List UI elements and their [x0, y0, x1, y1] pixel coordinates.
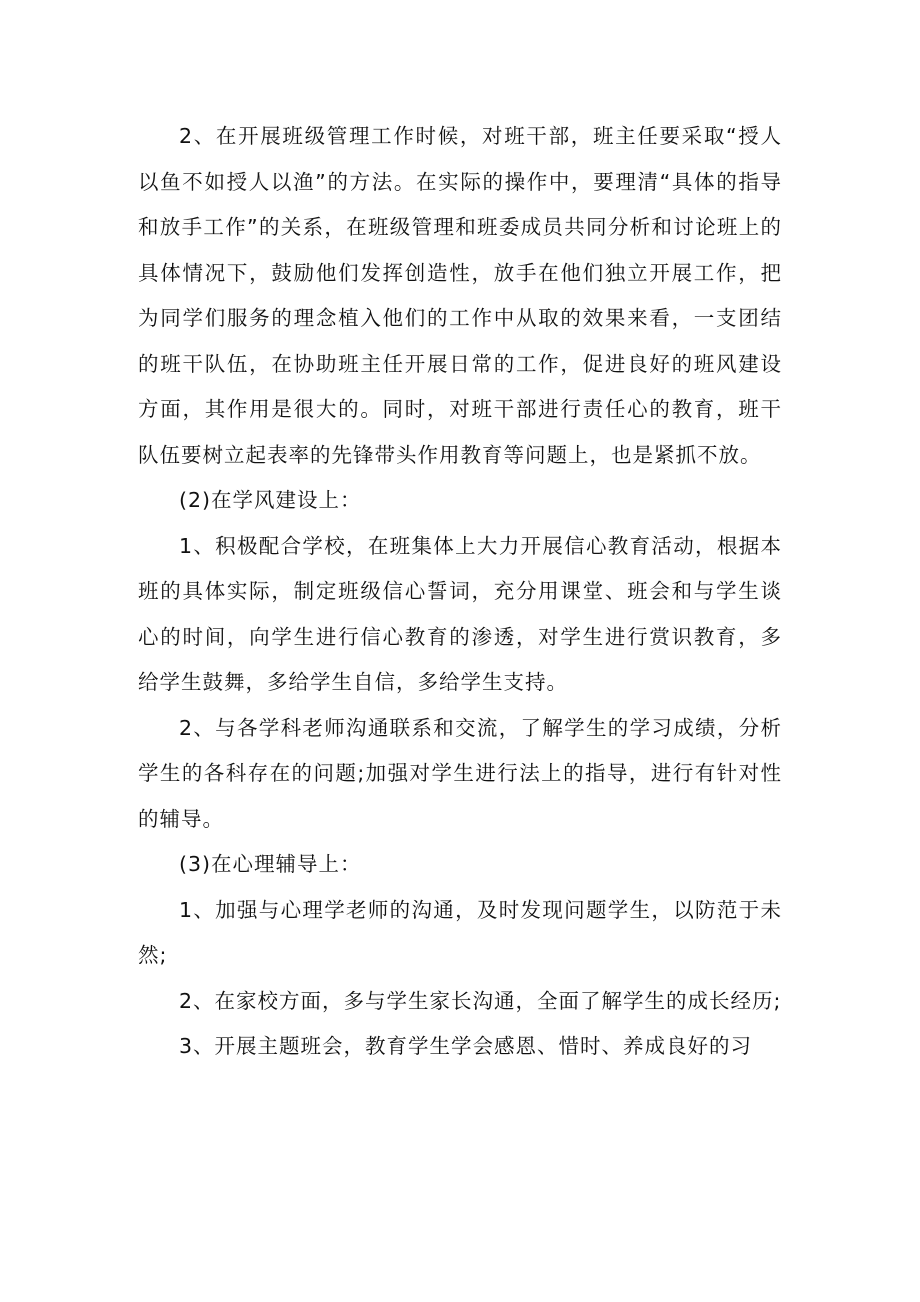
heading-study-style: (2)在学风建设上： — [179, 488, 362, 512]
paragraph-confidence-education: 1、积极配合学校，在班集体上大力开展信心教育活动，根据本班的具体实际，制定班级信心誓词，充分用课堂、班会和与学生谈心的时间，向学生进行信心教育的渗透，对学生进行赏识教育，多给学生鼓舞，多给学生自信，多给学生支持。 — [138, 533, 782, 694]
paragraph-teacher-communication: 2、与各学科老师沟通联系和交流，了解学生的学习成绩，分析学生的各科存在的问题;加强对学生进行法上的指导，进行有针对性的辅导。 — [138, 715, 782, 831]
paragraph-theme-class-meeting: 3、开展主题班会，教育学生学会感恩、惜时、养成良好的习 — [179, 1034, 753, 1058]
heading-psychological-counseling: (3)在心理辅导上： — [179, 852, 362, 876]
paragraph-class-cadre-management: 2、在开展班级管理工作时候，对班干部，班主任要采取“授人以鱼不如授人以渔”的方法。在实际的操作中，要理清“具体的指导和放手工作”的关系，在班级管理和班委成员共同分析和讨论班上的具体情况下，鼓励他们发挥创造性，放手在他们独立开展工作，把为同学们服务的理念植入他们的工作中从取的效果来看，一支团结的班干队伍，在协助班主任开展日常的工作，促进良好的班风建设方面，其作用是很大的。同时，对班干部进行责任心的教育，班干队伍要树立起表率的先锋带头作用教育等问题上，也是紧抓不放。 — [138, 124, 782, 467]
document-body — [138, 114, 782, 1070]
paragraph-psychology-teacher: 1、加强与心理学老师的沟通，及时发现问题学生，以防范于未然; — [138, 897, 782, 967]
paragraph-home-school: 2、在家校方面，多与学生家长沟通，全面了解学生的成长经历; — [179, 988, 782, 1013]
